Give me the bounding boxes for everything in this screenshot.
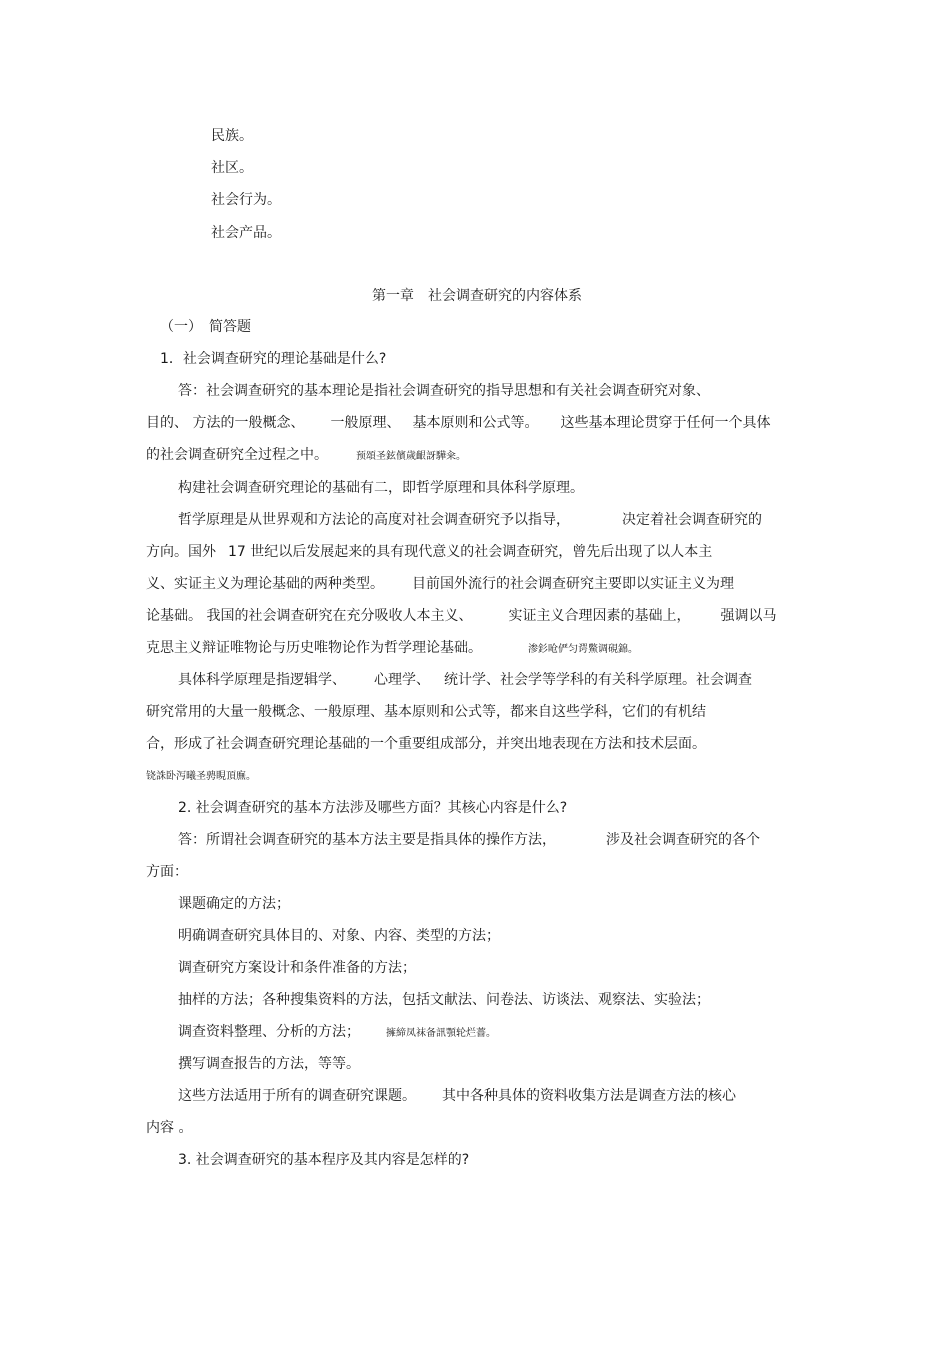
text-segment: 强调以马	[720, 608, 777, 624]
list-item-ethnicity: 民族。	[211, 128, 253, 144]
method-item: 撰写调查报告的方法，等等。	[178, 1056, 360, 1072]
q1-answer-line	[146, 607, 776, 625]
chapter-title: 第一章 社会调查研究的内容体系	[372, 288, 582, 304]
list-item-social-behavior: 社会行为。	[211, 192, 281, 208]
text-segment: 哲学原理是从世界观和方法论的高度对社会调查研究予以指导，	[178, 512, 570, 528]
section-title: （一） 简答题	[160, 319, 251, 335]
text-segment: 统计学、社会学等学科的有关科学原理。社会调查	[444, 672, 752, 688]
garbled-note: 铙誅卧泻曦圣骋睍頂廡。	[146, 771, 256, 782]
text-segment: 的社会调查研究全过程之中。	[146, 447, 328, 463]
question-1-title: 1．社会调查研究的理论基础是什么?	[160, 351, 387, 367]
list-item-community: 社区。	[211, 160, 253, 176]
text-segment: 17 世纪以后发展起来的具有现代意义的社会调查研究，曾先后出现了以人本主	[228, 544, 713, 560]
text-segment: 方向。国外	[146, 544, 216, 560]
q1-answer-line	[178, 671, 752, 689]
q1-answer-line	[146, 414, 770, 432]
q1-answer-line	[146, 543, 712, 561]
text-segment: 具体科学原理是指逻辑学、	[178, 672, 346, 688]
text-segment: 目的、 方法的一般概念、	[146, 415, 305, 431]
q1-answer-line: 构建社会调查研究理论的基础有二，即哲学原理和具体科学原理。	[178, 480, 584, 496]
text-segment: 一般原理、	[330, 415, 401, 431]
text-segment: 答：所谓社会调查研究的基本方法主要是指具体的操作方法，	[178, 832, 556, 848]
garbled-note: 预頌圣鉉儐歲齦訝驊籴。	[356, 451, 466, 462]
method-item: 课题确定的方法；	[178, 896, 290, 912]
text-segment: 这些方法适用于所有的调查研究课题。	[178, 1088, 416, 1104]
q1-answer-line: 研究常用的大量一般概念、一般原理、基本原则和公式等，都来自这些学科，它们的有机结	[146, 704, 706, 720]
q1-answer-line: 答：社会调查研究的基本理论是指社会调查研究的指导思想和有关社会调查研究对象、	[178, 383, 710, 399]
question-2-title: 2. 社会调查研究的基本方法涉及哪些方面？其核心内容是什么?	[178, 800, 568, 816]
method-item: 调查研究方案设计和条件准备的方法；	[178, 960, 416, 976]
q2-conclusion-line: 内容 。	[146, 1120, 193, 1136]
method-item	[178, 1023, 496, 1043]
garbled-note: 渗釤呛俨匀谔鱉调硯錦。	[528, 644, 638, 655]
text-segment: 论基础。 我国的社会调查研究在充分吸收人本主义、	[146, 608, 473, 624]
text-segment: 这些基本理论贯穿于任何一个具体	[560, 415, 771, 431]
q2-answer-line	[178, 831, 760, 849]
text-segment: 义、实证主义为理论基础的两种类型。	[146, 576, 384, 592]
text-segment: 基本原则和公式等。	[412, 415, 539, 431]
q2-answer-line: 方面：	[146, 864, 188, 880]
text-segment: 其中各种具体的资料收集方法是调查方法的核心	[442, 1088, 736, 1104]
q2-conclusion-line	[178, 1087, 736, 1105]
text-segment: 涉及社会调查研究的各个	[606, 832, 760, 848]
q1-answer-line	[146, 575, 734, 593]
list-item-social-product: 社会产品。	[211, 225, 281, 241]
q1-answer-line: 合，形成了社会调查研究理论基础的一个重要组成部分，并突出地表现在方法和技术层面。	[146, 736, 706, 752]
q1-answer-line	[146, 446, 466, 466]
text-segment: 心理学、	[374, 672, 430, 688]
method-item: 抽样的方法；各种搜集资料的方法，包括文献法、问卷法、访谈法、观察法、实验法；	[178, 992, 710, 1008]
text-segment: 实证主义合理因素的基础上，	[508, 608, 691, 624]
text-segment: 目前国外流行的社会调查研究主要即以实证主义为理	[412, 576, 734, 592]
question-3-title: 3. 社会调查研究的基本程序及其内容是怎样的?	[178, 1152, 470, 1168]
method-item: 明确调查研究具体目的、对象、内容、类型的方法；	[178, 928, 500, 944]
text-segment: 调查资料整理、分析的方法；	[178, 1024, 360, 1040]
garbled-note: 擁締凤袜备訊顎轮烂薔。	[386, 1028, 496, 1039]
q1-answer-line	[146, 639, 638, 659]
text-segment: 决定着社会调查研究的	[622, 512, 762, 528]
q1-answer-line	[178, 511, 762, 529]
text-segment: 克思主义辩证唯物论与历史唯物论作为哲学理论基础。	[146, 640, 482, 656]
